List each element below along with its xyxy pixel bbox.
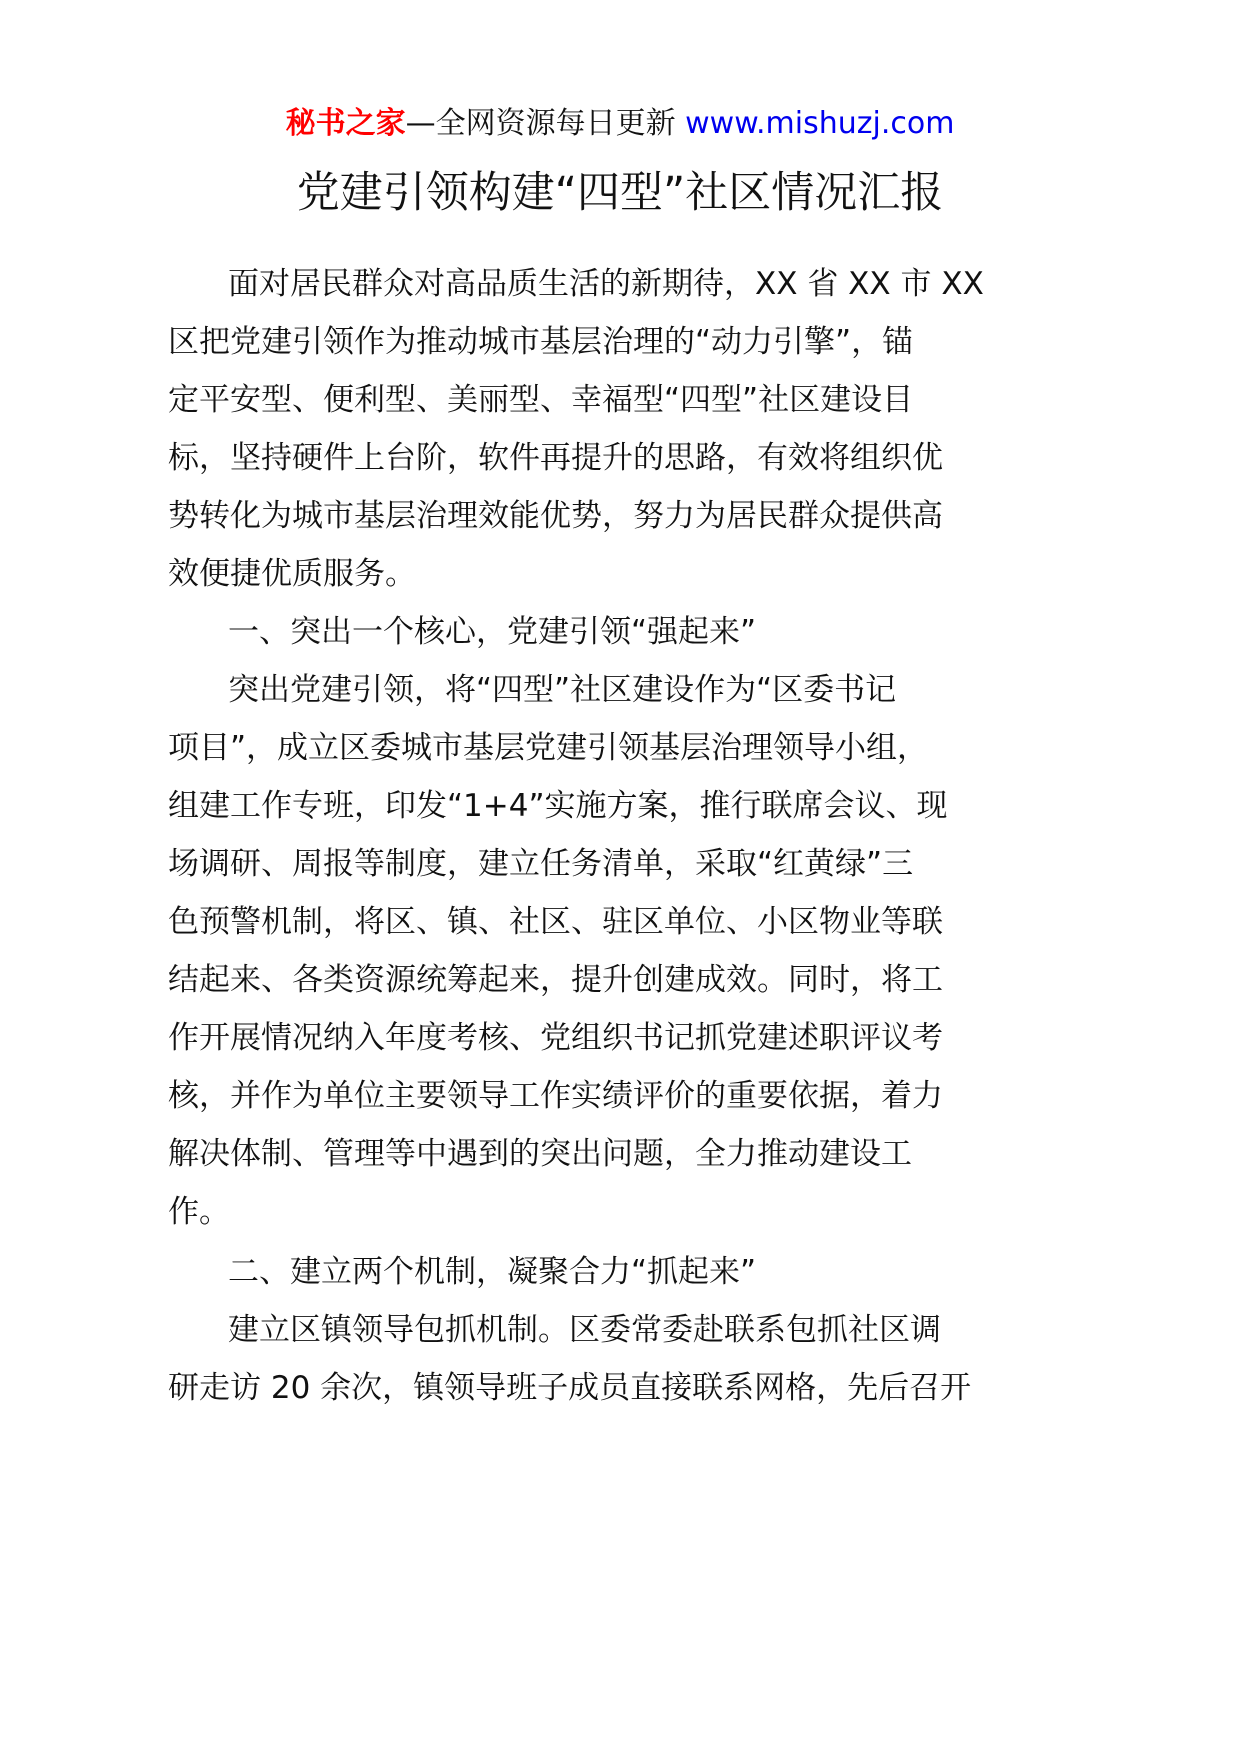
site-banner: [0, 102, 1240, 146]
intro-line: 标，坚持硬件上台阶，软件再提升的思路，有效将组织优: [168, 440, 943, 476]
section-2-line: 建立区镇领导包抓机制。区委常委赴联系包抓社区调: [228, 1312, 941, 1348]
section-1-line: 核，并作为单位主要领导工作实绩评价的重要依据，着力: [168, 1078, 943, 1114]
section-1-line: 作。: [168, 1194, 230, 1230]
section-1-line: 项目”，成立区委城市基层党建引领基层治理领导小组，: [168, 730, 929, 766]
section-1-line: 色预警机制，将区、镇、社区、驻区单位、小区物业等联: [168, 904, 943, 940]
section-1-line: 作开展情况纳入年度考核、党组织书记抓党建述职评议考: [168, 1020, 943, 1056]
section-1-line: 解决体制、管理等中遇到的突出问题，全力推动建设工: [168, 1136, 912, 1172]
section-2-line: 研走访 20 余次，镇领导班子成员直接联系网格，先后召开: [168, 1370, 972, 1406]
intro-line: 面对居民群众对高品质生活的新期待，XX 省 XX 市 XX: [228, 266, 984, 302]
intro-line: 定平安型、便利型、美丽型、幸福型“四型”社区建设目: [168, 382, 914, 418]
document-title: 党建引领构建“四型”社区情况汇报: [296, 168, 944, 218]
intro-line: 区把党建引领作为推动城市基层治理的“动力引擎”，锚: [168, 324, 914, 360]
brand-name: 秘书之家: [285, 106, 406, 141]
section-2-heading: 二、建立两个机制，凝聚合力“抓起来”: [228, 1254, 757, 1290]
section-1-line: 突出党建引领，将“四型”社区建设作为“区委书记: [228, 672, 897, 708]
intro-line: 效便捷优质服务。: [168, 556, 416, 592]
section-1-line: 组建工作专班，印发“1+4”实施方案，推行联席会议、现: [168, 788, 948, 824]
site-url-link[interactable]: www.mishuzj.com: [685, 106, 955, 141]
intro-line: 势转化为城市基层治理效能优势，努力为居民群众提供高: [168, 498, 943, 534]
section-1-line: 结起来、各类资源统筹起来，提升创建成效。同时，将工: [168, 962, 943, 998]
section-1-heading: 一、突出一个核心，党建引领“强起来”: [228, 614, 757, 650]
section-1-line: 场调研、周报等制度，建立任务清单，采取“红黄绿”三: [168, 846, 914, 882]
banner-tagline: —全网资源每日更新: [405, 106, 686, 141]
